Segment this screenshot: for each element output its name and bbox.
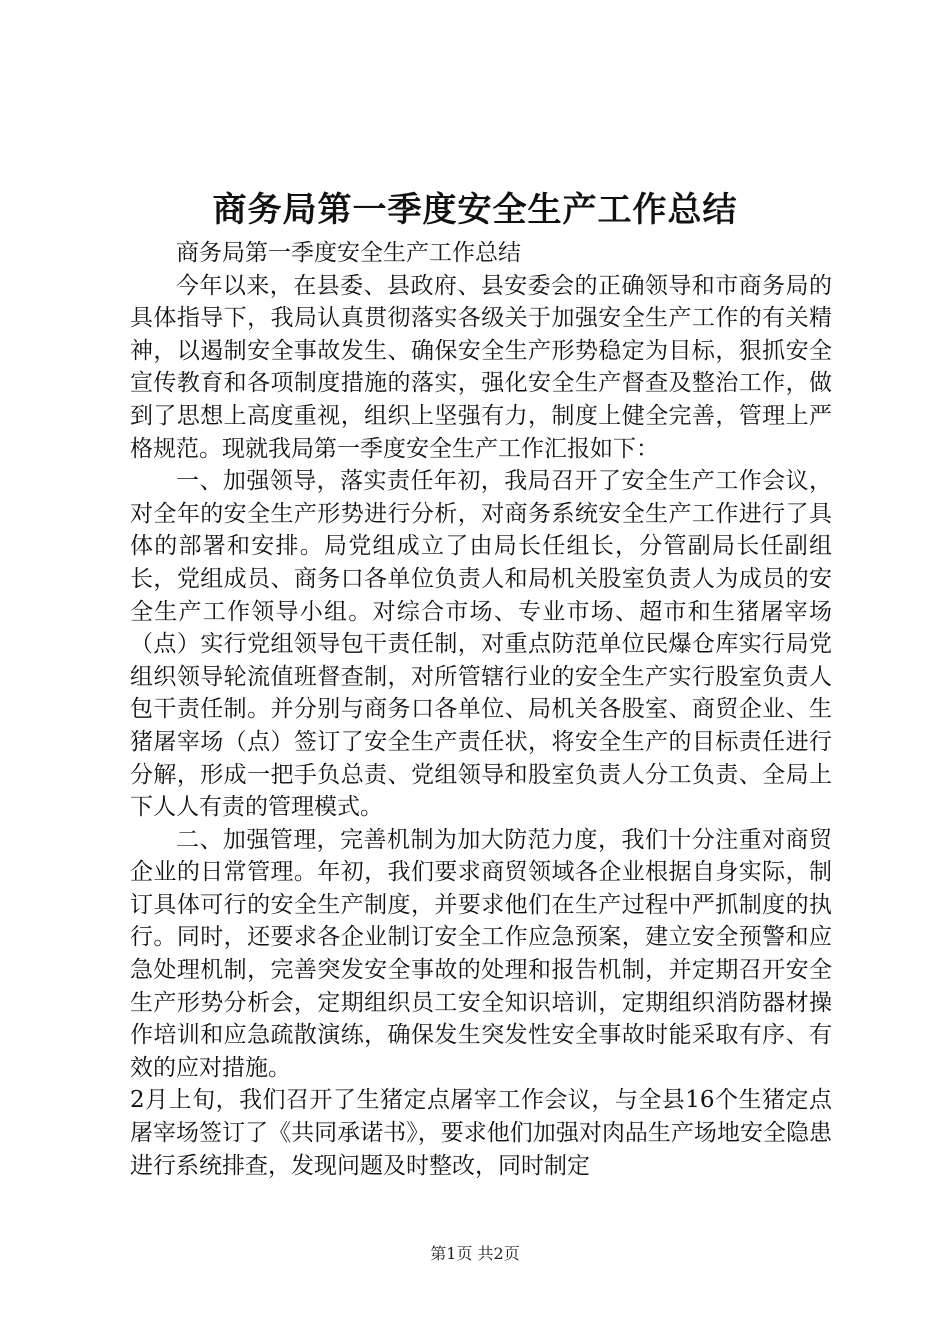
document-title: 商务局第一季度安全生产工作总结 <box>212 190 738 230</box>
page-footer: 第1页 共2页 <box>430 1244 520 1263</box>
paragraph-february: 2月上旬，我们召开了生猪定点屠宰工作会议，与全县16个生猪定点屠宰场签订了《共同承诺书》，要求他们加强对肉品生产场地安全隐患进行系统排查，发现问题及时整改，同时制定 <box>130 1087 832 1179</box>
paragraph-section-two: 二、加强管理，完善机制为加大防范力度，我们十分注重对商贸企业的日常管理。年初，我们要求商贸领域各企业根据自身实际，制订具体可行的安全生产制度，并要求他们在生产过程中严抓制度的执行。同时，还要求各企业制订安全工作应急预案，建立安全预警和应急处理机制，完善突发安全事故的处理和报告机制，并定期召开安全生产形势分析会，定期组织员工安全知识培训，定期组织消防器材操作培训和应急疏散演练，确保发生突发性安全事故时能采取有序、有效的应对措施。 <box>130 826 832 1081</box>
paragraph-intro: 今年以来，在县委、县政府、县安委会的正确领导和市商务局的具体指导下，我局认真贯彻落实各级关于加强安全生产工作的有关精神，以遏制安全事故发生、确保安全生产形势稳定为目标，狠抓安全宣传教育和各项制度措施的落实，强化安全生产督查及整治工作，做到了思想上高度重视，组织上坚强有力，制度上健全完善，管理上严格规范。现就我局第一季度安全生产工作汇报如下： <box>130 272 832 462</box>
paragraph-subtitle: 商务局第一季度安全生产工作总结 <box>176 240 521 266</box>
paragraph-section-one: 一、加强领导，落实责任年初，我局召开了安全生产工作会议，对全年的安全生产形势进行分析，对商务系统安全生产工作进行了具体的部署和安排。局党组成立了由局长任组长，分管副局长任副组长，党组成员、商务口各单位负责人和局机关股室负责人为成员的安全生产工作领导小组。对综合市场、专业市场、超市和生猪屠宰场（点）实行党组领导包干责任制，对重点防范单位民爆仓库实行局党组织领导轮流值班督查制，对所管辖行业的安全生产实行股室负责人包干责任制。并分别与商务口各单位、局机关各股室、商贸企业、生猪屠宰场（点）签订了安全生产责任状，将安全生产的目标责任进行分解，形成一把手负总责、党组领导和股室负责人分工负责、全局上下人人有责的管理模式。 <box>130 468 832 821</box>
document-body <box>130 237 832 1182</box>
